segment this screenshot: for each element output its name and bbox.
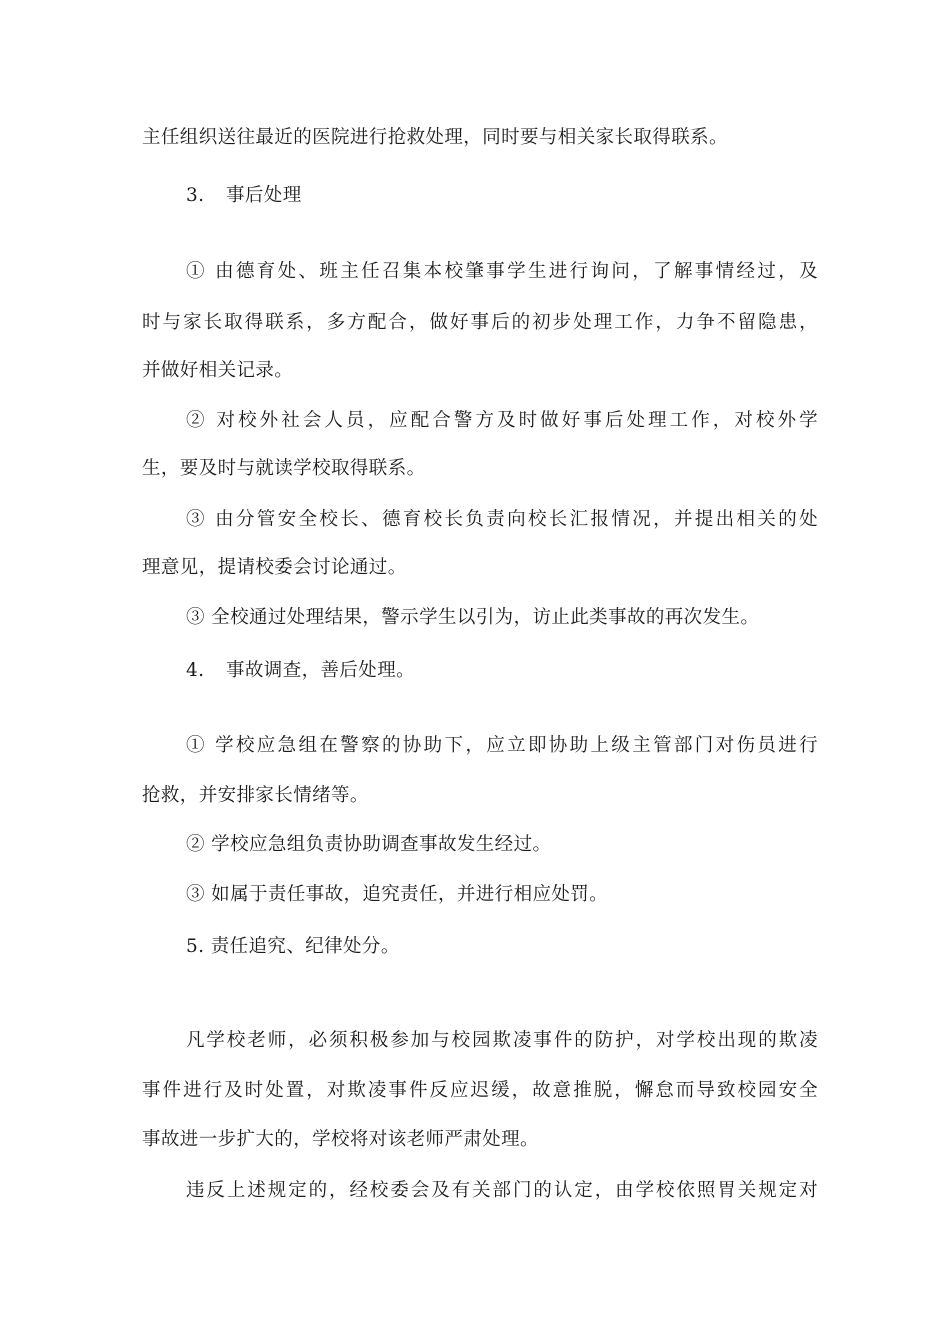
paragraph-line: 主任组织送往最近的医院进行抢救处理，同时要与相关家长取得联系。 <box>142 127 728 148</box>
paragraph-line: 生，要及时与就读学校取得联系。 <box>142 458 426 479</box>
section-heading-4 <box>186 659 415 683</box>
section-heading-5: 5. 责任追究、纪律处分。 <box>186 936 400 957</box>
paragraph-line: 违反上述规定的，经校委会及有关部门的认定，由学校依照胃关规定对 <box>186 1180 818 1201</box>
paragraph-line: ① 由德育处、班主任召集本校肇事学生进行询问，了解事情经过，及 <box>186 261 818 282</box>
section-title: 事后处理 <box>226 185 302 206</box>
section-number: 4. <box>186 660 205 681</box>
paragraph-line: ③ 由分管安全校长、德育校长负责向校长汇报情况，并提出相关的处 <box>186 509 818 530</box>
paragraph-line: 凡学校老师，必须积极参加与校园欺凌事件的防护，对学校出现的欺凌 <box>186 1030 818 1051</box>
paragraph-line: 事件进行及时处置，对欺凌事件反应迟缓，故意推脱，懈怠而导致校园安全 <box>142 1080 818 1101</box>
section-heading-3 <box>186 184 302 208</box>
paragraph-line: ② 学校应急组负责协助调查事故发生经过。 <box>186 834 552 855</box>
paragraph-line: ③ 全校通过处理结果，警示学生以引为，访止此类事故的再次发生。 <box>186 607 760 628</box>
paragraph-line: 事故进一步扩大的，学校将对该老师严肃处理。 <box>142 1129 539 1150</box>
paragraph-line: 并做好相关记录。 <box>142 360 294 381</box>
paragraph-line: 理意见，提请校委会讨论通过。 <box>142 557 407 578</box>
section-number: 3. <box>186 185 205 206</box>
paragraph-line: ③ 如属于责任事故，追究责任，并进行相应处罚。 <box>186 884 609 905</box>
paragraph-line: ② 对校外社会人员，应配合警方及时做好事后处理工作，对校外学 <box>186 410 818 431</box>
paragraph-line: ① 学校应急组在警察的协助下，应立即协助上级主管部门对伤员进行 <box>186 735 818 756</box>
paragraph-line: 时与家长取得联系，多方配合，做好事后的初步处理工作，力争不留隐患， <box>142 312 818 333</box>
section-title: 事故调查，善后处理。 <box>226 660 416 681</box>
paragraph-line: 抢救，并安排家长情绪等。 <box>142 785 369 806</box>
